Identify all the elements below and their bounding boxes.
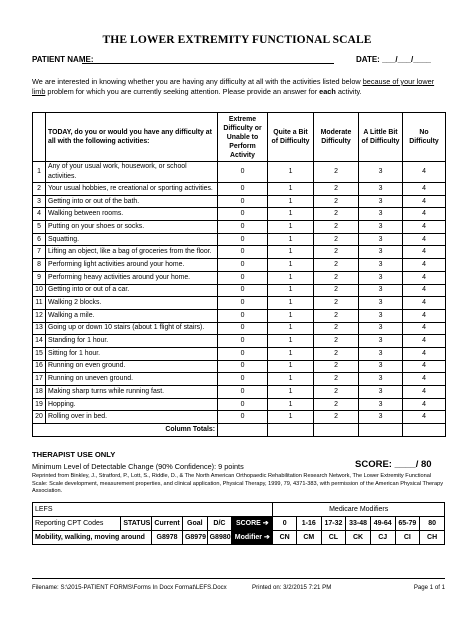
rating-option[interactable]: 1: [268, 162, 314, 183]
score-arrow-label: SCORE ➔: [232, 517, 273, 531]
rating-option[interactable]: 2: [314, 208, 359, 221]
rating-option[interactable]: 2: [314, 284, 359, 297]
rating-option[interactable]: 1: [268, 297, 314, 310]
table-row: [33, 259, 446, 272]
table-row: [33, 297, 446, 310]
rating-option[interactable]: 4: [403, 271, 446, 284]
question-header: TODAY, do you or would you have any difficulty at all with the following activities:: [46, 113, 218, 162]
rating-option[interactable]: 2: [314, 162, 359, 183]
activity-text: Running on uneven ground.: [46, 373, 218, 386]
total-cell[interactable]: [359, 424, 403, 437]
rating-option[interactable]: 0: [218, 259, 268, 272]
rating-option[interactable]: 1: [268, 208, 314, 221]
rating-option[interactable]: 3: [359, 271, 403, 284]
rating-option[interactable]: 4: [403, 360, 446, 373]
footer-filename: Filename: S:\2015-PATIENT FORMS\Forms In Docx Format\LEFS.Docx: [32, 584, 227, 591]
table-row: [33, 195, 446, 208]
blank-header: [33, 113, 46, 162]
activity-text: Walking a mile.: [46, 309, 218, 322]
rating-option[interactable]: 1: [268, 195, 314, 208]
rating-option[interactable]: 0: [218, 208, 268, 221]
rating-option[interactable]: 2: [314, 183, 359, 196]
code-cell: G8979: [182, 531, 207, 545]
table-row: [33, 347, 446, 360]
rating-option[interactable]: 3: [359, 221, 403, 234]
rating-option[interactable]: 4: [403, 284, 446, 297]
rating-option[interactable]: 4: [403, 373, 446, 386]
rating-option[interactable]: 4: [403, 335, 446, 348]
patient-line: [32, 54, 444, 68]
lefs-label: LEFS: [33, 503, 273, 517]
row-number: 20: [33, 411, 46, 424]
dc-label: D/C: [207, 517, 232, 531]
range-cell: 17-32: [321, 517, 346, 531]
patient-name-label: PATIENT NAME:: [32, 55, 94, 64]
rating-option[interactable]: 4: [403, 322, 446, 335]
rating-option[interactable]: 1: [268, 233, 314, 246]
rating-option[interactable]: 4: [403, 195, 446, 208]
row-number: 17: [33, 373, 46, 386]
rating-option[interactable]: 0: [218, 271, 268, 284]
rating-option[interactable]: 2: [314, 347, 359, 360]
table-row: [33, 246, 446, 259]
row-number: 16: [33, 360, 46, 373]
rating-option[interactable]: 4: [403, 233, 446, 246]
table-row: [33, 373, 446, 386]
rating-option[interactable]: 3: [359, 195, 403, 208]
rating-option[interactable]: 2: [314, 297, 359, 310]
rating-option[interactable]: 2: [314, 360, 359, 373]
column-totals-label: Column Totals:: [33, 424, 218, 437]
rating-option[interactable]: 1: [268, 373, 314, 386]
rating-option[interactable]: 2: [314, 221, 359, 234]
rating-option[interactable]: 1: [268, 183, 314, 196]
instructions: We are interested in knowing whether you are having any difficulty at all with the activities listed below because of your lower limb problem for which you are currently seeking attention. Please provide an answer for each activity.: [32, 77, 435, 96]
rating-option[interactable]: 0: [218, 398, 268, 411]
rating-option[interactable]: 2: [314, 309, 359, 322]
rating-option[interactable]: 3: [359, 297, 403, 310]
rating-option[interactable]: 3: [359, 335, 403, 348]
rating-option[interactable]: 2: [314, 233, 359, 246]
row-number: 14: [33, 335, 46, 348]
mod-code-cell: CI: [395, 531, 420, 545]
col-header-0: Extreme Difficulty or Unable to Perform Activity: [218, 113, 268, 162]
activity-text: Your usual hobbies, re creational or sporting activities.: [46, 183, 218, 196]
rating-option[interactable]: 3: [359, 309, 403, 322]
rating-option[interactable]: 3: [359, 360, 403, 373]
table-row: [33, 284, 446, 297]
rating-option[interactable]: 1: [268, 284, 314, 297]
rating-option[interactable]: 0: [218, 322, 268, 335]
date-field[interactable]: DATE: ___/___/____: [356, 55, 432, 64]
rating-option[interactable]: 2: [314, 411, 359, 424]
rating-option[interactable]: 0: [218, 411, 268, 424]
rating-option[interactable]: 0: [218, 360, 268, 373]
rating-option[interactable]: 3: [359, 183, 403, 196]
table-row: [33, 411, 446, 424]
rating-option[interactable]: 2: [314, 195, 359, 208]
footer-printed: Printed on: 3/2/2015 7:21 PM: [252, 584, 332, 591]
range-cell: 65-79: [395, 517, 420, 531]
rating-option[interactable]: 1: [268, 360, 314, 373]
medicare-modifiers-label: Medicare Modifiers: [273, 503, 445, 517]
activity-text: Putting on your shoes or socks.: [46, 221, 218, 234]
rating-option[interactable]: 4: [403, 162, 446, 183]
row-number: 9: [33, 271, 46, 284]
rating-option[interactable]: 4: [403, 411, 446, 424]
mod-code-cell: CJ: [370, 531, 395, 545]
mod-code-cell: CK: [346, 531, 371, 545]
score-field[interactable]: SCORE: ____/ 80: [355, 459, 432, 470]
activity-text: Walking 2 blocks.: [46, 297, 218, 310]
table-row: [33, 309, 446, 322]
col-header-4: No Difficulty: [403, 113, 446, 162]
rating-option[interactable]: 1: [268, 411, 314, 424]
rating-option[interactable]: 2: [314, 271, 359, 284]
rating-option[interactable]: 3: [359, 284, 403, 297]
row-number: 18: [33, 386, 46, 399]
rating-option[interactable]: 0: [218, 386, 268, 399]
total-cell[interactable]: [314, 424, 359, 437]
rating-option[interactable]: 0: [218, 246, 268, 259]
activity-text: Any of your usual work, housework, or school activities.: [46, 162, 218, 183]
row-number: 19: [33, 398, 46, 411]
rating-option[interactable]: 1: [268, 271, 314, 284]
range-cell: 80: [420, 517, 445, 531]
row-number: 4: [33, 208, 46, 221]
table-row: [33, 221, 446, 234]
row-number: 2: [33, 183, 46, 196]
range-cell: 33-48: [346, 517, 371, 531]
activity-text: Rolling over in bed.: [46, 411, 218, 424]
col-header-3: A Little Bit of Difficulty: [359, 113, 403, 162]
rating-option[interactable]: 4: [403, 208, 446, 221]
rating-option[interactable]: 2: [314, 373, 359, 386]
row-number: 10: [33, 284, 46, 297]
mod-code-cell: CL: [321, 531, 346, 545]
mod-code-cell: CN: [273, 531, 297, 545]
rating-option[interactable]: 1: [268, 309, 314, 322]
mldc-text: Minimum Level of Detectable Change (90% Confidence): 9 points: [32, 462, 244, 471]
activity-text: Making sharp turns while running fast.: [46, 386, 218, 399]
activity-text: Performing light activities around your home.: [46, 259, 218, 272]
rating-option[interactable]: 3: [359, 398, 403, 411]
rating-option[interactable]: 1: [268, 246, 314, 259]
rating-option[interactable]: 3: [359, 347, 403, 360]
modifiers-table: [32, 502, 445, 545]
col-header-2: Moderate Difficulty: [314, 113, 359, 162]
rating-option[interactable]: 0: [218, 297, 268, 310]
rating-option[interactable]: 3: [359, 246, 403, 259]
code-cell: G8980: [207, 531, 232, 545]
mod-code-cell: CM: [296, 531, 321, 545]
activity-text: Lifting an object, like a bag of groceries from the floor.: [46, 246, 218, 259]
table-row: [33, 183, 446, 196]
range-cell: 49-64: [370, 517, 395, 531]
row-number: 13: [33, 322, 46, 335]
page-title: THE LOWER EXTREMITY FUNCTIONAL SCALE: [102, 34, 372, 46]
row-number: 3: [33, 195, 46, 208]
table-row: [33, 335, 446, 348]
footer-divider: [32, 578, 445, 579]
mod-code-cell: CH: [420, 531, 445, 545]
total-cell[interactable]: [268, 424, 314, 437]
rating-option[interactable]: 1: [268, 347, 314, 360]
rating-option[interactable]: 0: [218, 162, 268, 183]
mobility-label: Mobility, walking, moving around: [33, 531, 152, 545]
rating-option[interactable]: 2: [314, 246, 359, 259]
rating-option[interactable]: 3: [359, 233, 403, 246]
rating-option[interactable]: 0: [218, 233, 268, 246]
rating-option[interactable]: 2: [314, 398, 359, 411]
lefs-table: [32, 112, 446, 437]
rating-option[interactable]: 4: [403, 347, 446, 360]
range-cell: 0: [273, 517, 297, 531]
row-number: 11: [33, 297, 46, 310]
rating-option[interactable]: 3: [359, 162, 403, 183]
rating-option[interactable]: 1: [268, 259, 314, 272]
modifier-arrow-label: Modifier ➔: [232, 531, 273, 545]
rating-option[interactable]: 0: [218, 221, 268, 234]
col-header-1: Quite a Bit of Difficulty: [268, 113, 314, 162]
row-number: 6: [33, 233, 46, 246]
table-row: [33, 386, 446, 399]
activity-text: Going up or down 10 stairs (about 1 flight of stairs).: [46, 322, 218, 335]
table-row: [33, 208, 446, 221]
table-row: [33, 322, 446, 335]
rating-option[interactable]: 4: [403, 183, 446, 196]
rating-option[interactable]: 0: [218, 347, 268, 360]
table-row: [33, 271, 446, 284]
cpt-label: Reporting CPT Codes: [33, 517, 121, 531]
table-row: [33, 398, 446, 411]
activity-text: Running on even ground.: [46, 360, 218, 373]
rating-option[interactable]: 1: [268, 386, 314, 399]
rating-option[interactable]: 2: [314, 335, 359, 348]
rating-option[interactable]: 4: [403, 398, 446, 411]
activity-text: Performing heavy activities around your home.: [46, 271, 218, 284]
table-row: [33, 233, 446, 246]
rating-option[interactable]: 4: [403, 259, 446, 272]
row-number: 12: [33, 309, 46, 322]
rating-option[interactable]: 4: [403, 386, 446, 399]
therapist-use-label: THERAPIST USE ONLY: [32, 450, 116, 459]
status-label: STATUS: [121, 517, 152, 531]
rating-option[interactable]: 3: [359, 208, 403, 221]
row-number: 5: [33, 221, 46, 234]
rating-option[interactable]: 1: [268, 221, 314, 234]
rating-option[interactable]: 1: [268, 335, 314, 348]
rating-option[interactable]: 0: [218, 284, 268, 297]
rating-option[interactable]: 0: [218, 309, 268, 322]
row-number: 1: [33, 162, 46, 183]
table-row: [33, 162, 446, 183]
reference-text: Reprinted from Binkley, J., Stratford, P., Lott, S., Riddle, D., & The North American Orthopaedic Rehabilitation Research Network, The Lower Extremity Functional Scale: Scale development, measurement properties, and clinical application, Physical Therapy, 1999, 79, 4371-383, with permission of the American Physical Therapy Association.: [32, 473, 444, 494]
row-number: 8: [33, 259, 46, 272]
rating-option[interactable]: 3: [359, 259, 403, 272]
activity-text: Getting into or out of a car.: [46, 284, 218, 297]
total-cell[interactable]: [403, 424, 446, 437]
activity-text: Getting into or out of the bath.: [46, 195, 218, 208]
row-number: 7: [33, 246, 46, 259]
rating-option[interactable]: 2: [314, 386, 359, 399]
code-cell: G8978: [152, 531, 183, 545]
rating-option[interactable]: 4: [403, 246, 446, 259]
patient-name-field[interactable]: [82, 63, 334, 64]
rating-option[interactable]: 3: [359, 411, 403, 424]
rating-option[interactable]: 4: [403, 221, 446, 234]
rating-option[interactable]: 0: [218, 335, 268, 348]
activity-text: Squatting.: [46, 233, 218, 246]
rating-option[interactable]: 1: [268, 398, 314, 411]
modifiers-box: [32, 502, 445, 545]
current-label: Current: [152, 517, 183, 531]
rating-option[interactable]: 3: [359, 373, 403, 386]
table-row: [33, 360, 446, 373]
rating-option[interactable]: 1: [268, 322, 314, 335]
activity-text: Hopping.: [46, 398, 218, 411]
activity-text: Walking between rooms.: [46, 208, 218, 221]
rating-option[interactable]: 4: [403, 309, 446, 322]
rating-option[interactable]: 4: [403, 297, 446, 310]
rating-option[interactable]: 0: [218, 195, 268, 208]
row-number: 15: [33, 347, 46, 360]
footer-page: Page 1 of 1: [413, 584, 445, 591]
rating-option[interactable]: 2: [314, 322, 359, 335]
rating-option[interactable]: 0: [218, 183, 268, 196]
range-cell: 1-16: [296, 517, 321, 531]
rating-option[interactable]: 3: [359, 386, 403, 399]
rating-option[interactable]: 0: [218, 373, 268, 386]
rating-option[interactable]: 3: [359, 322, 403, 335]
activity-text: Sitting for 1 hour.: [46, 347, 218, 360]
rating-option[interactable]: 2: [314, 259, 359, 272]
goal-label: Goal: [182, 517, 207, 531]
total-cell[interactable]: [218, 424, 268, 437]
activity-text: Standing for 1 hour.: [46, 335, 218, 348]
